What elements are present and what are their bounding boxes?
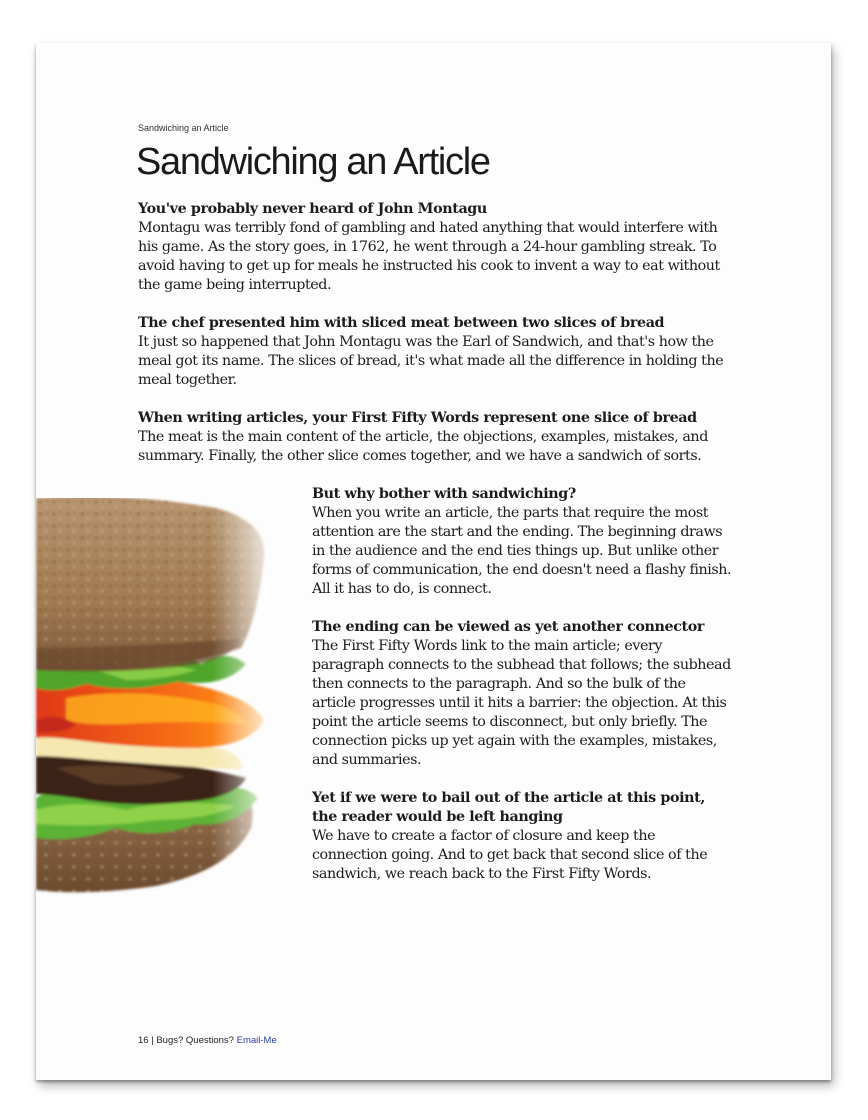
section-body: It just so happened that John Montagu was the Earl of Sandwich, and that's how the meal got its name. The slices of bread, it's what made all the difference in holding the meal together.	[138, 334, 724, 388]
document-page	[36, 43, 831, 1080]
footer-text: Bugs? Questions?	[156, 1035, 237, 1046]
section-body: Montagu was terribly fond of gambling and hated anything that would interfere with his game. As the story goes, in 1762, he went through a 24-hour gambling streak. To avoid having to get up for meals he instructed his cook to invent a way to eat without the game being interrupted.	[138, 220, 720, 293]
section-heading: But why bother with sandwiching?	[312, 486, 576, 502]
section-body: The meat is the main content of the article, the objections, examples, mistakes, and summary. Finally, the other slice comes together, and we have a sandwich of sorts.	[138, 429, 708, 464]
section-heading: Yet if we were to bail out of the article at this point, the reader would be left hanging	[312, 790, 705, 825]
section-first-fifty-words	[138, 409, 728, 466]
footer-separator: |	[148, 1035, 157, 1046]
section-why-sandwiching	[312, 485, 732, 599]
running-head: Sandwiching an Article	[138, 123, 229, 133]
section-body: We have to create a factor of closure and keep the connection going. And to get back that second slice of the sandwich, we reach back to the First Fifty Words.	[312, 828, 708, 882]
page-footer	[138, 1035, 277, 1046]
section-connector	[312, 618, 732, 770]
section-chef	[138, 314, 728, 390]
section-body: The First Fifty Words link to the main article; every paragraph connects to the subhead that follows; the subhead then connects to the paragraph. And so the bulk of the article progresses until it hits a barrier: the objection. At this point the article seems to disconnect, but only briefly. The connection picks up yet again with the examples, mistakes, and summaries.	[312, 638, 731, 768]
page-title: Sandwiching an Article	[136, 141, 490, 183]
section-heading: You've probably never heard of John Montagu	[138, 201, 487, 217]
section-montagu	[138, 200, 728, 295]
section-heading: The ending can be viewed as yet another connector	[312, 619, 704, 635]
page-number: 16	[138, 1035, 149, 1046]
section-heading: When writing articles, your First Fifty Words represent one slice of bread	[138, 410, 697, 426]
email-link[interactable]: Email-Me	[236, 1035, 277, 1046]
section-bail-out	[312, 789, 722, 884]
sandwich-image	[36, 498, 271, 898]
section-body: When you write an article, the parts that require the most attention are the start and the ending. The beginning draws in the audience and the end ties things up. But unlike other forms of communication, the end doesn't need a flashy finish. All it has to do, is connect.	[312, 505, 732, 597]
section-heading: The chef presented him with sliced meat between two slices of bread	[138, 315, 665, 331]
